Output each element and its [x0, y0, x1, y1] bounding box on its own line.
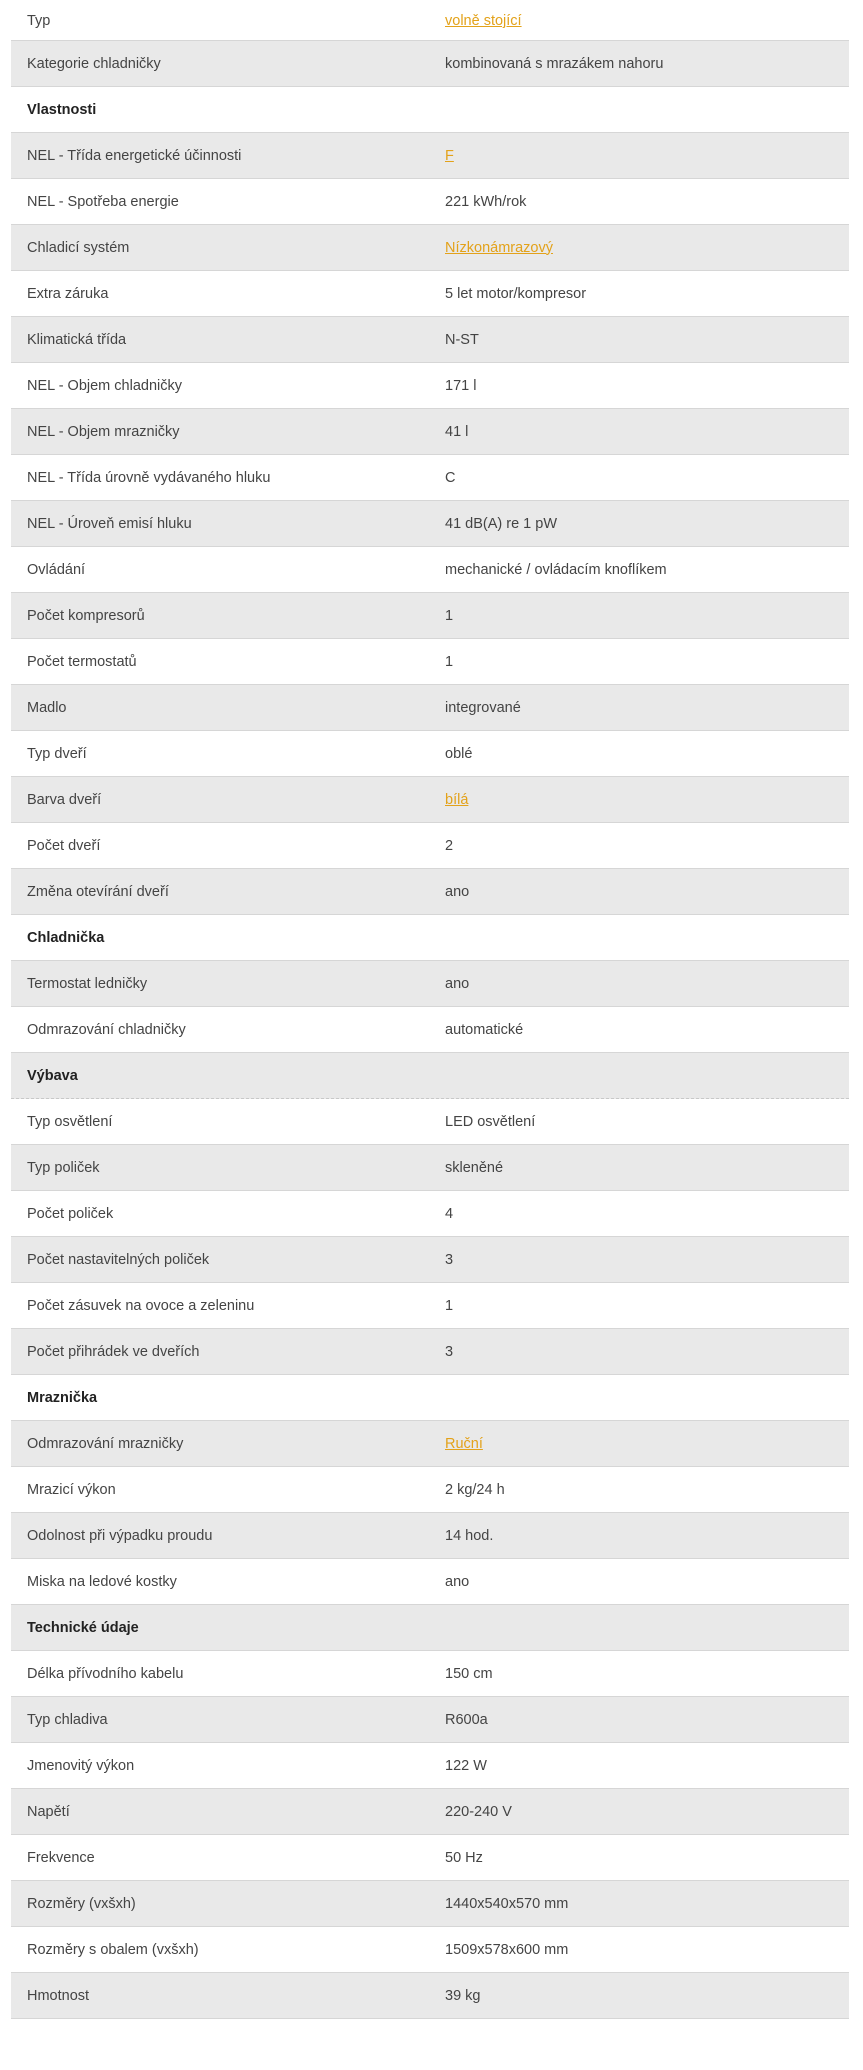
spec-value-cell [445, 976, 849, 992]
spec-row [11, 271, 849, 317]
spec-label: Frekvence [27, 1849, 95, 1866]
spec-value: N-ST [445, 331, 479, 348]
spec-value: 220-240 V [445, 1803, 512, 1820]
spec-row [11, 455, 849, 501]
section-title: Vlastnosti [27, 101, 97, 118]
spec-row [11, 547, 849, 593]
spec-value-cell [445, 1022, 849, 1038]
spec-label: Odmrazování chladničky [27, 1021, 186, 1038]
spec-value: 14 hod. [445, 1527, 494, 1544]
spec-label: Miska na ledové kostky [27, 1573, 177, 1590]
spec-value: 41 dB(A) re 1 pW [445, 515, 558, 532]
spec-label: Chladicí systém [27, 239, 130, 256]
spec-value: 221 kWh/rok [445, 193, 527, 210]
spec-value: mechanické / ovládacím knoflíkem [445, 561, 667, 578]
spec-row [11, 225, 849, 271]
spec-value-cell [445, 240, 849, 256]
spec-value: 171 l [445, 377, 477, 394]
spec-label: Jmenovitý výkon [27, 1757, 135, 1774]
spec-label: NEL - Objem mrazničky [27, 423, 180, 440]
spec-row [11, 1513, 849, 1559]
spec-value-cell [445, 1666, 849, 1682]
spec-row [11, 1743, 849, 1789]
spec-row [11, 317, 849, 363]
spec-value: 1 [445, 1297, 454, 1314]
spec-value-link[interactable]: Ruční [445, 1435, 483, 1452]
spec-value: kombinovaná s mrazákem nahoru [445, 55, 664, 72]
spec-row [11, 41, 849, 87]
spec-value-cell [445, 1574, 849, 1590]
spec-row [11, 1697, 849, 1743]
spec-value: automatické [445, 1021, 524, 1038]
spec-value-cell [445, 1758, 849, 1774]
spec-value-cell [445, 13, 849, 29]
spec-row [11, 501, 849, 547]
spec-row [11, 1973, 849, 2019]
spec-value-cell [445, 1252, 849, 1268]
spec-value: 4 [445, 1205, 454, 1222]
spec-value: 50 Hz [445, 1849, 483, 1866]
section-title: Chladnička [27, 929, 105, 946]
spec-value-cell [445, 1804, 849, 1820]
spec-value: 1 [445, 607, 454, 624]
spec-value-cell [445, 1896, 849, 1912]
spec-value: ano [445, 883, 470, 900]
spec-value-cell [445, 1712, 849, 1728]
spec-label: Rozměry s obalem (vxšxh) [27, 1941, 199, 1958]
spec-value-cell [445, 1528, 849, 1544]
spec-value: 150 cm [445, 1665, 493, 1682]
spec-row [11, 363, 849, 409]
spec-row [11, 133, 849, 179]
spec-row [11, 869, 849, 915]
section-title: Výbava [27, 1067, 78, 1084]
product-spec-table [11, 2, 849, 2019]
spec-row [11, 1421, 849, 1467]
spec-value: 1509x578x600 mm [445, 1941, 569, 1958]
spec-label: Počet termostatů [27, 653, 137, 670]
spec-value-cell [445, 1482, 849, 1498]
spec-row [11, 409, 849, 455]
spec-value-cell [445, 1942, 849, 1958]
spec-label: Odmrazování mrazničky [27, 1435, 184, 1452]
spec-value-link[interactable]: F [445, 147, 454, 164]
spec-label: Typ [27, 13, 51, 29]
spec-value: 3 [445, 1343, 454, 1360]
spec-value-cell [445, 424, 849, 440]
spec-value-cell [445, 608, 849, 624]
spec-label: Mrazicí výkon [27, 1481, 116, 1498]
spec-row [11, 1651, 849, 1697]
spec-value-cell [445, 1988, 849, 2004]
spec-label: Změna otevírání dveří [27, 883, 169, 900]
spec-label: Typ chladiva [27, 1711, 108, 1728]
spec-value-cell [445, 1436, 849, 1452]
spec-value: oblé [445, 745, 473, 762]
spec-value-cell [445, 1160, 849, 1176]
section-header [11, 1605, 849, 1651]
spec-value: 5 let motor/kompresor [445, 285, 587, 302]
spec-label: Kategorie chladničky [27, 55, 161, 72]
spec-label: Počet zásuvek na ovoce a zeleninu [27, 1297, 255, 1314]
spec-label: NEL - Třída energetické účinnosti [27, 147, 242, 164]
spec-label: Termostat ledničky [27, 975, 148, 992]
spec-value-cell [445, 562, 849, 578]
spec-label: Odolnost při výpadku proudu [27, 1527, 213, 1544]
section-title: Mraznička [27, 1389, 98, 1406]
spec-label: Napětí [27, 1803, 70, 1820]
spec-label: Extra záruka [27, 285, 109, 302]
spec-label: Počet přihrádek ve dveřích [27, 1343, 200, 1360]
spec-row [11, 777, 849, 823]
spec-value-cell [445, 884, 849, 900]
spec-value: 3 [445, 1251, 454, 1268]
spec-value-cell [445, 516, 849, 532]
spec-value-cell [445, 792, 849, 808]
spec-row [11, 1559, 849, 1605]
spec-value-link[interactable]: Nízkonámrazový [445, 239, 553, 256]
spec-row [11, 823, 849, 869]
spec-label: Typ poliček [27, 1159, 100, 1176]
spec-label: Typ dveří [27, 745, 87, 762]
spec-row [11, 1007, 849, 1053]
spec-label: Madlo [27, 699, 67, 716]
spec-value-cell [445, 56, 849, 72]
spec-value: integrované [445, 699, 521, 716]
spec-label: Počet poliček [27, 1205, 114, 1222]
spec-row [11, 1835, 849, 1881]
spec-label: Barva dveří [27, 791, 102, 808]
spec-row [11, 1237, 849, 1283]
spec-row [11, 1881, 849, 1927]
spec-label: Hmotnost [27, 1987, 90, 2004]
section-header [11, 915, 849, 961]
spec-value: 122 W [445, 1757, 487, 1774]
spec-value-cell [445, 286, 849, 302]
spec-row [11, 593, 849, 639]
spec-row [11, 1789, 849, 1835]
spec-label: Délka přívodního kabelu [27, 1665, 184, 1682]
section-header [11, 1053, 849, 1099]
spec-value: 2 kg/24 h [445, 1481, 505, 1498]
spec-value-link[interactable]: bílá [445, 791, 469, 808]
spec-label: Počet kompresorů [27, 607, 145, 624]
spec-value-cell [445, 700, 849, 716]
spec-value-cell [445, 148, 849, 164]
spec-row [11, 2, 849, 41]
spec-row [11, 1191, 849, 1237]
spec-value-cell [445, 470, 849, 486]
spec-row [11, 1467, 849, 1513]
spec-value: C [445, 469, 456, 486]
spec-value-cell [445, 1206, 849, 1222]
spec-row [11, 685, 849, 731]
spec-value: 2 [445, 837, 454, 854]
spec-value: ano [445, 975, 470, 992]
spec-value-cell [445, 654, 849, 670]
section-title: Technické údaje [27, 1619, 139, 1636]
spec-row [11, 961, 849, 1007]
spec-value-cell [445, 746, 849, 762]
spec-label: Ovládání [27, 561, 86, 578]
spec-row [11, 639, 849, 685]
spec-value-cell [445, 332, 849, 348]
spec-label: NEL - Objem chladničky [27, 377, 182, 394]
spec-value: 1440x540x570 mm [445, 1895, 569, 1912]
spec-value-cell [445, 1850, 849, 1866]
spec-row [11, 1329, 849, 1375]
spec-value-link[interactable]: volně stojící [445, 13, 522, 29]
spec-label: Počet dveří [27, 837, 101, 854]
spec-value-cell [445, 378, 849, 394]
spec-value: skleněné [445, 1159, 504, 1176]
spec-value-cell [445, 194, 849, 210]
spec-value: 1 [445, 653, 454, 670]
section-header [11, 1375, 849, 1421]
spec-value-cell [445, 1114, 849, 1130]
spec-value: R600a [445, 1711, 488, 1728]
spec-label: Typ osvětlení [27, 1113, 113, 1130]
spec-label: NEL - Úroveň emisí hluku [27, 515, 192, 532]
spec-row [11, 1099, 849, 1145]
spec-label: Klimatická třída [27, 331, 127, 348]
spec-label: Počet nastavitelných poliček [27, 1251, 210, 1268]
spec-label: Rozměry (vxšxh) [27, 1895, 136, 1912]
spec-row [11, 731, 849, 777]
section-header [11, 87, 849, 133]
spec-value-cell [445, 1344, 849, 1360]
spec-label: NEL - Spotřeba energie [27, 193, 179, 210]
spec-value: ano [445, 1573, 470, 1590]
spec-row [11, 1927, 849, 1973]
spec-value-cell [445, 1298, 849, 1314]
spec-value-cell [445, 838, 849, 854]
spec-label: NEL - Třída úrovně vydávaného hluku [27, 469, 271, 486]
spec-value: 41 l [445, 423, 469, 440]
spec-value: 39 kg [445, 1987, 481, 2004]
spec-row [11, 1145, 849, 1191]
spec-value: LED osvětlení [445, 1113, 536, 1130]
spec-row [11, 1283, 849, 1329]
spec-row [11, 179, 849, 225]
